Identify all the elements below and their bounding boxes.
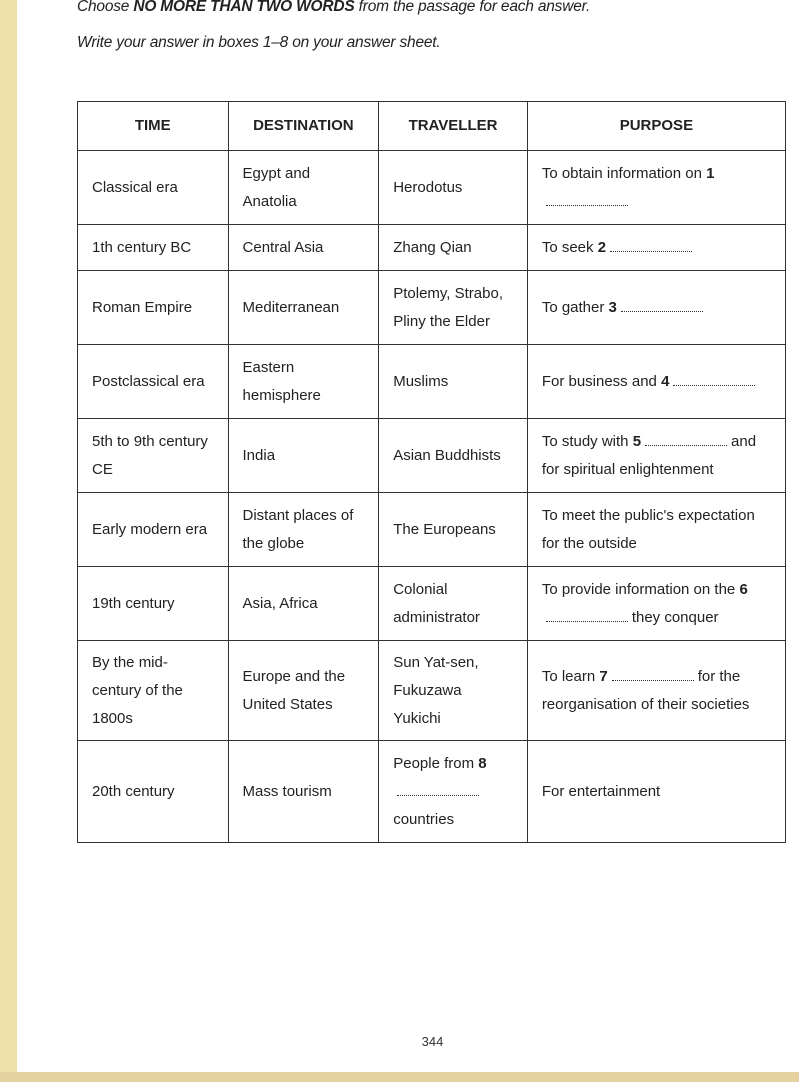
table-row: [78, 151, 786, 225]
table-row: [78, 225, 786, 271]
instruction-text: from the passage for each answer.: [354, 0, 591, 15]
cell-time: 1th century BC: [78, 225, 229, 271]
answer-number: 4: [661, 372, 670, 390]
cell-traveller: [379, 741, 528, 843]
answer-number: 3: [608, 298, 617, 316]
header-purpose: PURPOSE: [527, 102, 785, 151]
cell-time: 19th century: [78, 567, 229, 641]
cell-text: For entertainment: [541, 782, 661, 800]
table-row: [78, 641, 786, 741]
cell-text: countries: [393, 810, 455, 828]
answer-number: 1: [706, 164, 715, 182]
cell-text: To gather: [541, 298, 605, 316]
cell-text: for the reorganisation of their societies: [541, 667, 750, 713]
cell-destination: Distant places of the globe: [228, 493, 379, 567]
cell-text: and for spiritual enlightenment: [541, 432, 757, 478]
cell-text: To learn: [541, 667, 596, 685]
cell-destination: Mass tourism: [228, 741, 379, 843]
cell-time: By the mid-century of the 1800s: [78, 641, 229, 741]
table-row: [78, 345, 786, 419]
cell-traveller: Colonial administrator: [379, 567, 528, 641]
cell-text: they conquer: [631, 608, 719, 626]
cell-purpose: [527, 225, 785, 271]
cell-time: Early modern era: [78, 493, 229, 567]
cell-traveller: Asian Buddhists: [379, 419, 528, 493]
travel-history-table: [77, 101, 786, 843]
cell-time: Classical era: [78, 151, 229, 225]
table-row: [78, 741, 786, 843]
header-row: [78, 102, 786, 151]
answer-blank[interactable]: [673, 371, 755, 386]
page-number: 344: [421, 1034, 444, 1049]
cell-purpose: [527, 641, 785, 741]
answer-number: 6: [739, 580, 748, 598]
instruction-line-2: Write your answer in boxes 1–8 on your answer sheet.: [77, 34, 441, 51]
header-time: TIME: [78, 102, 229, 151]
page-edge-left: [0, 0, 17, 1082]
cell-time: Roman Empire: [78, 271, 229, 345]
answer-blank[interactable]: [546, 191, 628, 206]
instruction-emphasis: NO MORE THAN TWO WORDS: [133, 0, 355, 15]
header-destination: DESTINATION: [228, 102, 379, 151]
cell-destination: Europe and the United States: [228, 641, 379, 741]
cell-purpose: [527, 151, 785, 225]
answer-number: 2: [597, 238, 607, 256]
instruction-text: Choose: [77, 0, 134, 15]
answer-blank[interactable]: [621, 297, 703, 312]
answer-blank[interactable]: [546, 607, 628, 622]
table-row: [78, 493, 786, 567]
cell-traveller: Ptolemy, Strabo, Pliny the Elder: [379, 271, 528, 345]
cell-traveller: The Europeans: [379, 493, 528, 567]
cell-text: To seek: [541, 238, 594, 256]
answer-blank[interactable]: [397, 781, 479, 796]
cell-destination: Eastern hemisphere: [228, 345, 379, 419]
cell-time: Postclassical era: [78, 345, 229, 419]
answer-blank[interactable]: [645, 431, 727, 446]
cell-text: To meet the public's expectation for the outside: [541, 506, 755, 552]
cell-text: To provide information on the: [541, 580, 736, 598]
cell-destination: India: [228, 419, 379, 493]
answer-blank[interactable]: [612, 666, 694, 681]
cell-destination: Mediterranean: [228, 271, 379, 345]
cell-traveller: Zhang Qian: [379, 225, 528, 271]
cell-purpose: [527, 419, 785, 493]
table-row: [78, 271, 786, 345]
cell-destination: Asia, Africa: [228, 567, 379, 641]
cell-purpose: [527, 567, 785, 641]
cell-purpose: [527, 345, 785, 419]
instruction-line-1: [77, 0, 590, 16]
table-row: [78, 567, 786, 641]
answer-blank[interactable]: [610, 237, 692, 252]
answer-number: 7: [599, 667, 608, 685]
cell-traveller: Sun Yat-sen, Fukuzawa Yukichi: [379, 641, 528, 741]
cell-time: 20th century: [78, 741, 229, 843]
cell-destination: Central Asia: [228, 225, 379, 271]
cell-purpose: [527, 741, 785, 843]
table-row: [78, 419, 786, 493]
cell-purpose: [527, 271, 785, 345]
header-traveller: TRAVELLER: [379, 102, 528, 151]
cell-traveller: Herodotus: [379, 151, 528, 225]
cell-text: For business and: [541, 372, 657, 390]
cell-text: To study with: [541, 432, 629, 450]
cell-text: To obtain information on: [541, 164, 702, 182]
cell-time: 5th to 9th century CE: [78, 419, 229, 493]
cell-text: People from: [393, 754, 475, 772]
cell-destination: Egypt and Anatolia: [228, 151, 379, 225]
cell-purpose: [527, 493, 785, 567]
cell-traveller: Muslims: [379, 345, 528, 419]
page-edge-bottom: [0, 1072, 799, 1082]
answer-number: 5: [632, 432, 642, 450]
answer-number: 8: [478, 754, 487, 772]
